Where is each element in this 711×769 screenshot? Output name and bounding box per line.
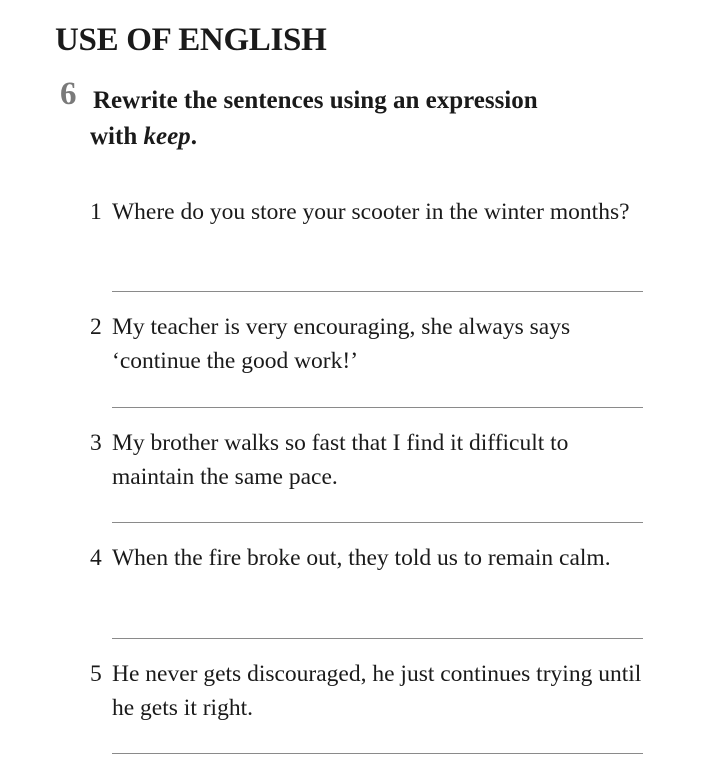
instruction-with: with [90,123,144,150]
answer-line-1[interactable] [112,291,643,292]
item-sentence: My brother walks so fast that I find it difficult to maintain the same pace. [112,430,569,490]
item-number: 4 [90,545,102,571]
instruction-text: Rewrite the sentences using an expression [93,87,538,114]
exercise-item [90,310,645,378]
exercise-number: 6 [60,76,77,112]
exercise-item [90,426,645,494]
exercise-item [90,195,645,229]
item-number: 3 [90,430,102,456]
exercise-item [90,541,645,575]
answer-line-5[interactable] [112,753,643,754]
answer-line-2[interactable] [112,407,643,408]
answer-line-3[interactable] [112,522,643,523]
item-number: 2 [90,314,102,340]
instruction-period: . [190,123,197,150]
item-sentence: Where do you store your scooter in the winter months? [112,199,630,225]
item-sentence: My teacher is very encouraging, she always says ‘continue the good work!’ [112,314,571,374]
item-sentence: When the fire broke out, they told us to remain calm. [112,545,611,571]
instruction-keyword: keep [143,123,191,150]
section-title: USE OF ENGLISH [55,22,327,58]
item-number: 5 [90,661,102,687]
item-number: 1 [90,199,102,225]
item-sentence: He never gets discouraged, he just continues trying until he gets it right. [112,661,642,721]
exercise-item [90,657,645,725]
answer-line-4[interactable] [112,638,643,639]
